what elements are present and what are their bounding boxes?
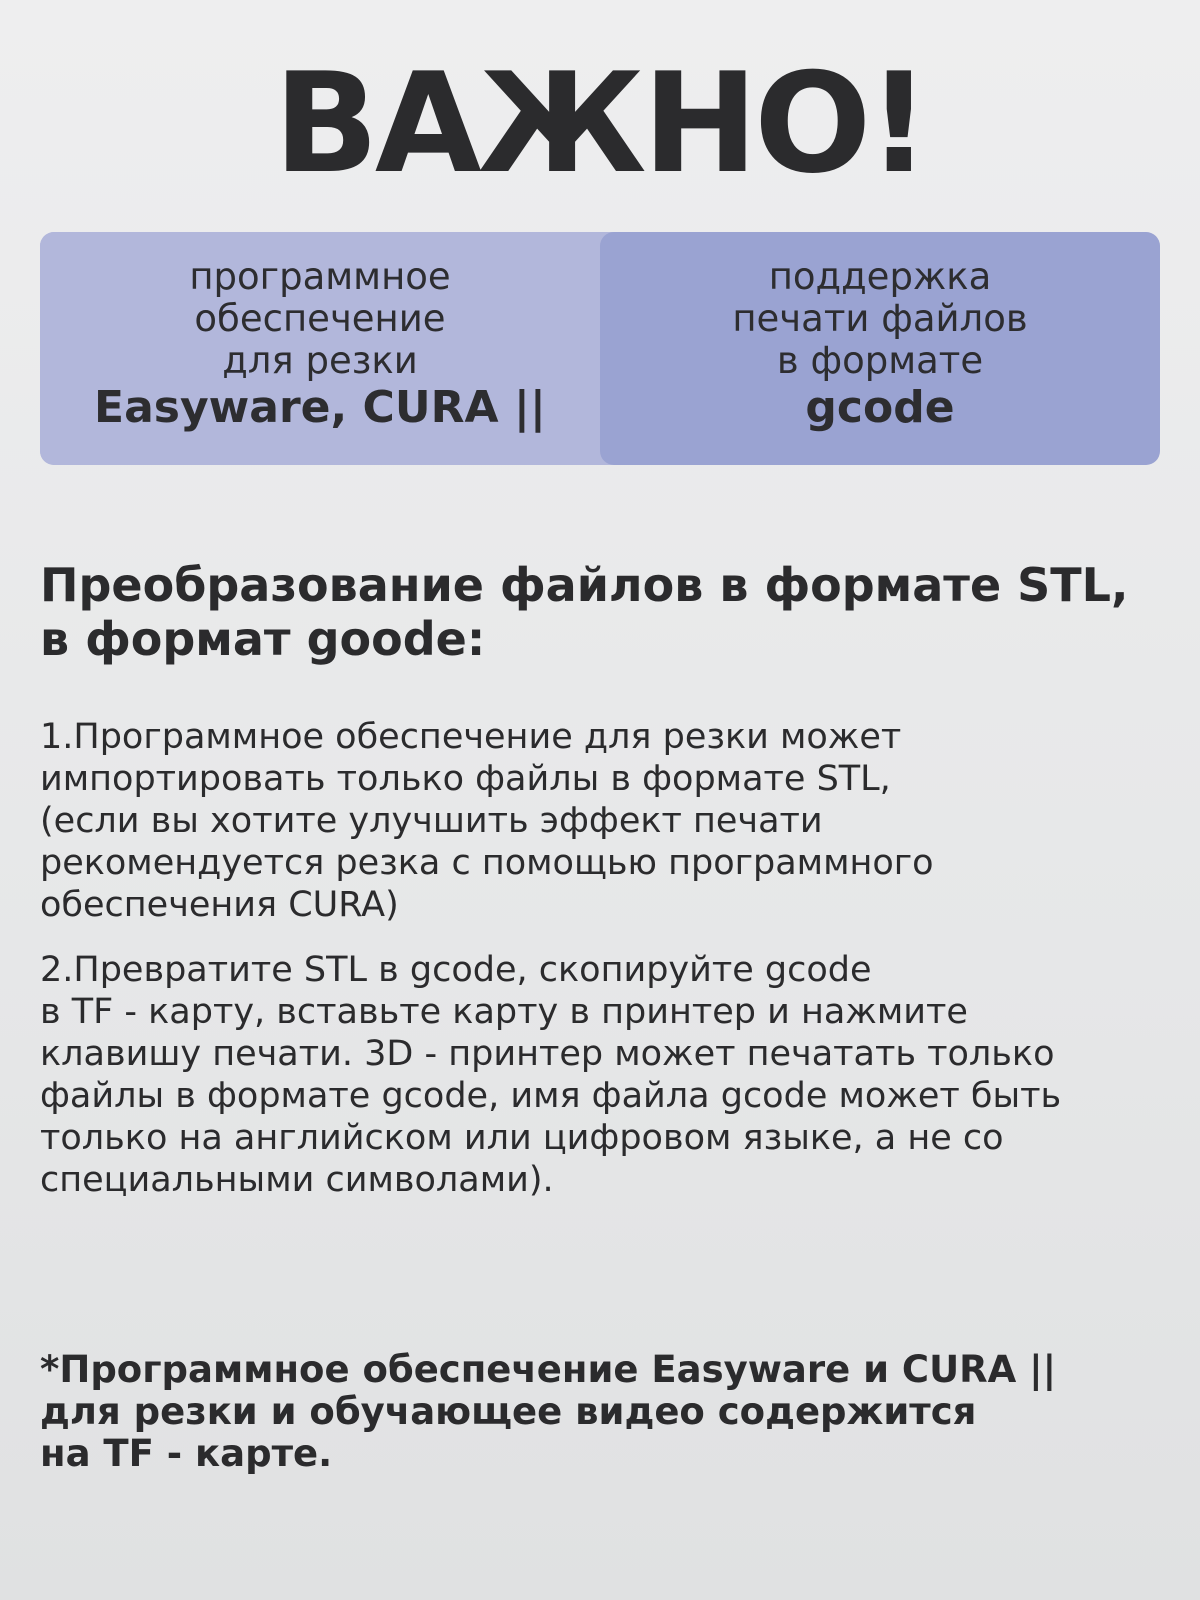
paragraph-line: (если вы хотите улучшить эффект печати	[40, 801, 823, 841]
paragraph-line: только на английском или цифровом языке, а не со	[40, 1118, 1004, 1158]
feature-card-slicing-software	[40, 232, 600, 465]
heading-line: в формат goode:	[40, 612, 486, 666]
paragraph-step-2	[40, 949, 1190, 1201]
section-heading	[40, 558, 1160, 666]
card-text-line: обеспечение	[194, 297, 446, 340]
paragraph-line: импортировать только файлы в формате STL,	[40, 759, 891, 799]
card-highlight-software: Easyware, CURA ||	[94, 382, 546, 433]
heading-line: Преобразование файлов в формате STL,	[40, 558, 1129, 612]
card-text-line: в формате	[776, 339, 984, 382]
headline-important: ВАЖНО!	[273, 43, 927, 204]
card-text-line: печати файлов	[732, 297, 1028, 340]
card-text-line: поддержка	[768, 255, 992, 298]
footnote-line: *Программное обеспечение Easyware и CURA ||	[40, 1348, 1057, 1391]
paragraph-line: обеспечения CURA)	[40, 885, 399, 925]
paragraph-step-1	[40, 716, 1190, 926]
feature-card-gcode-support	[600, 232, 1160, 465]
card-text-line: программное	[189, 255, 451, 298]
paragraph-line: специальными символами).	[40, 1160, 554, 1200]
feature-cards	[40, 232, 1160, 465]
footnote-line: для резки и обучающее видео содержится	[40, 1390, 977, 1433]
paragraph-line: клавишу печати. 3D - принтер может печатать только	[40, 1034, 1055, 1074]
paragraph-line: файлы в формате gcode, имя файла gcode может быть	[40, 1076, 1062, 1116]
paragraph-line: в TF - карту, вставьте карту в принтер и нажмите	[40, 992, 968, 1032]
card-text-line: для резки	[222, 339, 418, 382]
paragraph-line: рекомендуется резка с помощью программного	[40, 843, 934, 883]
paragraph-line: 1.Программное обеспечение для резки может	[40, 717, 902, 757]
footnote-line: на TF - карте.	[40, 1432, 333, 1475]
card-highlight-format: gcode	[805, 382, 955, 433]
paragraph-line: 2.Превратите STL в gcode, скопируйте gcode	[40, 950, 872, 990]
footnote	[40, 1349, 1160, 1475]
